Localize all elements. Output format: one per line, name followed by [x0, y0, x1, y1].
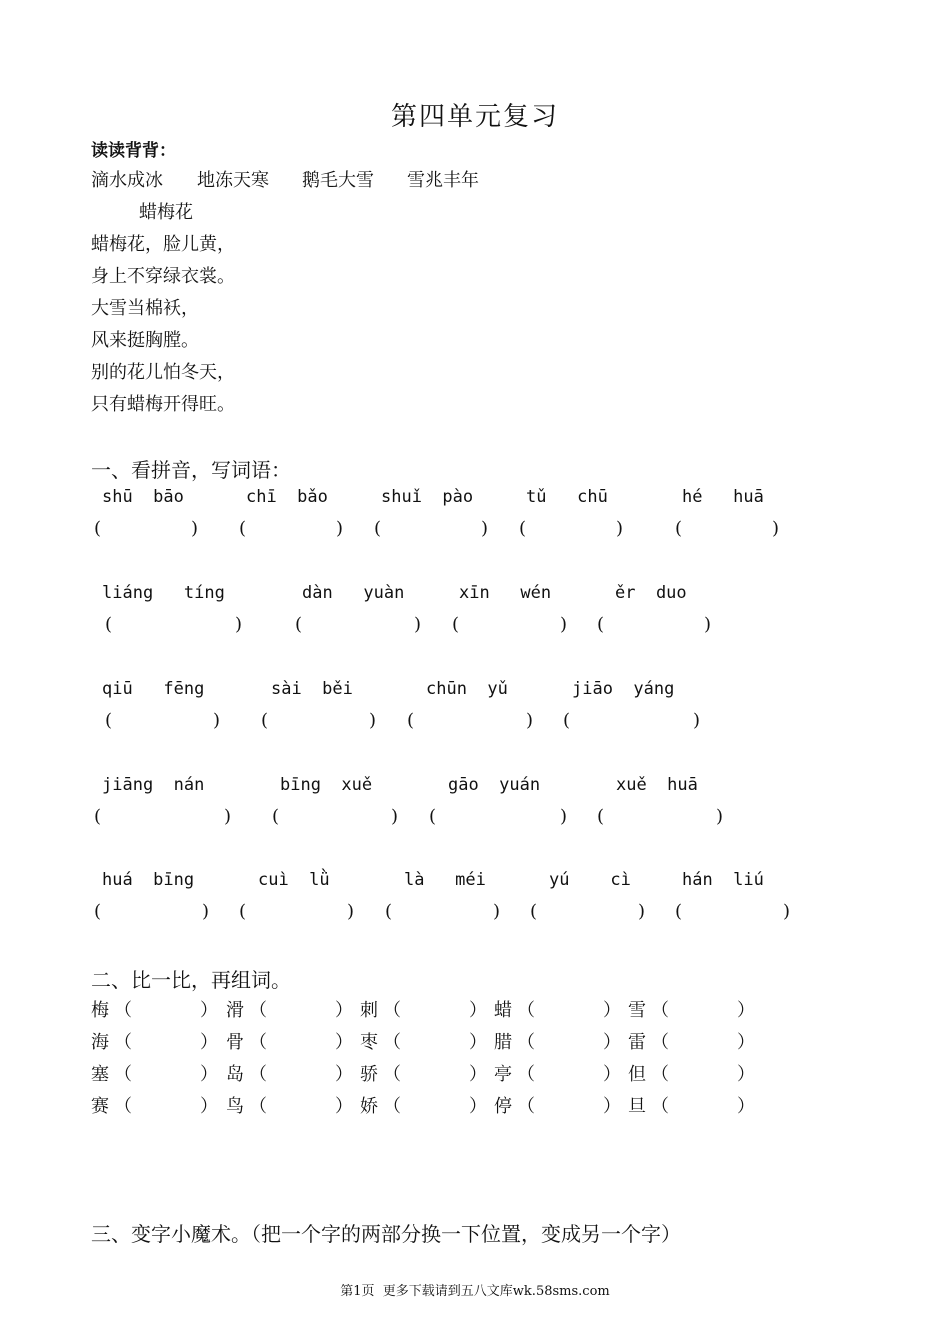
- section3-heading: 三、变字小魔术。（把一个字的两部分换一下位置，变成另一个字）: [91, 1222, 681, 1246]
- answer-blank-open[interactable]: （: [517, 1032, 535, 1053]
- answer-blank-close: ): [481, 518, 489, 539]
- compare-char: 腊: [494, 1032, 512, 1053]
- answer-blank-close: ）: [603, 1096, 621, 1117]
- answer-blank-open[interactable]: (: [597, 806, 605, 827]
- poem-line: 别的花儿怕冬天，: [91, 362, 235, 383]
- section1-heading: 一、看拼音，写词语：: [91, 458, 291, 482]
- answer-blank-open[interactable]: （: [517, 1000, 535, 1021]
- compare-char: 塞: [91, 1064, 109, 1085]
- pinyin-prompt: yú cì: [549, 870, 631, 890]
- answer-blank-close: ）: [335, 1096, 353, 1117]
- pinyin-prompt: hán liú: [682, 870, 764, 890]
- answer-blank-open[interactable]: (: [429, 806, 437, 827]
- answer-blank-open[interactable]: (: [597, 614, 605, 635]
- answer-blank-open[interactable]: （: [651, 1064, 669, 1085]
- compare-char: 亭: [494, 1064, 512, 1085]
- answer-blank-open[interactable]: （: [114, 1000, 132, 1021]
- answer-blank-open[interactable]: (: [239, 901, 247, 922]
- compare-char: 停: [494, 1096, 512, 1117]
- idiom-1: 滴水成冰: [91, 170, 163, 191]
- pinyin-prompt: jiāng nán: [102, 775, 205, 795]
- answer-blank-open[interactable]: (: [272, 806, 280, 827]
- pinyin-prompt: gāo yuán: [448, 775, 541, 795]
- idiom-4: 雪兆丰年: [407, 170, 479, 191]
- pinyin-prompt: chūn yǔ: [426, 679, 508, 699]
- pinyin-prompt: dàn yuàn: [302, 583, 405, 603]
- poem-line: 风来挺胸膛。: [91, 330, 199, 351]
- answer-blank-close: ）: [335, 1064, 353, 1085]
- compare-char: 蜡: [494, 1000, 512, 1021]
- answer-blank-open[interactable]: (: [261, 710, 269, 731]
- pinyin-prompt: là méi: [404, 870, 486, 890]
- answer-blank-open[interactable]: (: [519, 518, 527, 539]
- answer-blank-open[interactable]: (: [374, 518, 382, 539]
- answer-blank-close: ): [224, 806, 232, 827]
- pinyin-prompt: liáng tíng: [102, 583, 225, 603]
- answer-blank-open[interactable]: (: [94, 901, 102, 922]
- answer-blank-close: ): [704, 614, 712, 635]
- answer-blank-close: ): [347, 901, 355, 922]
- compare-char: 滑: [226, 1000, 244, 1021]
- pinyin-prompt: huá bīng: [102, 870, 195, 890]
- pinyin-prompt: cuì lǜ: [258, 870, 330, 890]
- answer-blank-close: ）: [335, 1000, 353, 1021]
- answer-blank-close: ）: [603, 1032, 621, 1053]
- answer-blank-close: ): [235, 614, 243, 635]
- answer-blank-open[interactable]: (: [295, 614, 303, 635]
- answer-blank-close: ): [560, 614, 568, 635]
- answer-blank-open[interactable]: （: [517, 1064, 535, 1085]
- read-heading: 读读背背：: [91, 141, 176, 161]
- answer-blank-close: ): [693, 710, 701, 731]
- answer-blank-close: ): [716, 806, 724, 827]
- answer-blank-open[interactable]: （: [383, 1032, 401, 1053]
- answer-blank-open[interactable]: （: [517, 1096, 535, 1117]
- compare-char: 旦: [628, 1096, 646, 1117]
- answer-blank-close: ): [560, 806, 568, 827]
- answer-blank-open[interactable]: （: [383, 1096, 401, 1117]
- answer-blank-close: ): [638, 901, 646, 922]
- answer-blank-open[interactable]: （: [249, 1032, 267, 1053]
- compare-char: 娇: [360, 1096, 378, 1117]
- answer-blank-close: ): [526, 710, 534, 731]
- answer-blank-close: ): [369, 710, 377, 731]
- answer-blank-close: ）: [469, 1064, 487, 1085]
- pinyin-prompt: bīng xuě: [280, 775, 373, 795]
- answer-blank-close: ）: [469, 1000, 487, 1021]
- answer-blank-close: ）: [469, 1032, 487, 1053]
- answer-blank-open[interactable]: （: [651, 1096, 669, 1117]
- answer-blank-open[interactable]: (: [105, 614, 113, 635]
- answer-blank-close: ): [616, 518, 624, 539]
- answer-blank-close: ): [213, 710, 221, 731]
- answer-blank-open[interactable]: (: [94, 518, 102, 539]
- poem-line: 身上不穿绿衣裳。: [91, 266, 235, 287]
- answer-blank-close: ): [783, 901, 791, 922]
- pinyin-prompt: hé huā: [682, 487, 764, 507]
- compare-char: 海: [91, 1032, 109, 1053]
- answer-blank-open[interactable]: （: [249, 1000, 267, 1021]
- answer-blank-open[interactable]: （: [651, 1032, 669, 1053]
- answer-blank-close: ）: [737, 1000, 755, 1021]
- answer-blank-open[interactable]: （: [249, 1064, 267, 1085]
- answer-blank-open[interactable]: (: [452, 614, 460, 635]
- answer-blank-close: ): [336, 518, 344, 539]
- answer-blank-close: ）: [335, 1032, 353, 1053]
- answer-blank-close: ): [202, 901, 210, 922]
- answer-blank-open[interactable]: (: [407, 710, 415, 731]
- poem-line: 大雪当棉袄，: [91, 298, 199, 319]
- pinyin-prompt: shuǐ pào: [381, 487, 474, 507]
- pinyin-prompt: jiāo yáng: [572, 679, 675, 699]
- compare-char: 梅: [91, 1000, 109, 1021]
- pinyin-prompt: qiū fēng: [102, 679, 205, 699]
- answer-blank-close: ）: [200, 1064, 218, 1085]
- poem-line: 只有蜡梅开得旺。: [91, 394, 235, 415]
- answer-blank-open[interactable]: (: [563, 710, 571, 731]
- compare-char: 枣: [360, 1032, 378, 1053]
- pinyin-prompt: chī bǎo: [246, 487, 328, 507]
- answer-blank-close: ）: [469, 1096, 487, 1117]
- answer-blank-open[interactable]: （: [651, 1000, 669, 1021]
- answer-blank-open[interactable]: (: [675, 518, 683, 539]
- idiom-3: 鹅毛大雪: [302, 170, 374, 191]
- pinyin-prompt: sài běi: [271, 679, 353, 699]
- answer-blank-close: ）: [737, 1064, 755, 1085]
- answer-blank-close: ）: [737, 1096, 755, 1117]
- answer-blank-close: ): [191, 518, 199, 539]
- answer-blank-close: ): [493, 901, 501, 922]
- compare-char: 岛: [226, 1064, 244, 1085]
- answer-blank-open[interactable]: (: [675, 901, 683, 922]
- poem-title: 蜡梅花: [139, 202, 193, 223]
- page-title: 第四单元复习: [390, 102, 559, 132]
- answer-blank-open[interactable]: （: [383, 1000, 401, 1021]
- compare-char: 刺: [360, 1000, 378, 1021]
- poem-line: 蜡梅花，脸儿黄，: [91, 234, 235, 255]
- pinyin-prompt: tǔ chū: [526, 487, 608, 507]
- compare-char: 赛: [91, 1096, 109, 1117]
- answer-blank-close: ）: [737, 1032, 755, 1053]
- answer-blank-close: ): [414, 614, 422, 635]
- section2-heading: 二、比一比，再组词。: [91, 968, 291, 992]
- compare-char: 鸟: [226, 1096, 244, 1117]
- compare-char: 但: [628, 1064, 646, 1085]
- compare-char: 雷: [628, 1032, 646, 1053]
- answer-blank-close: ）: [603, 1000, 621, 1021]
- answer-blank-close: ）: [200, 1032, 218, 1053]
- answer-blank-close: ）: [200, 1096, 218, 1117]
- pinyin-prompt: shū bāo: [102, 487, 184, 507]
- pinyin-prompt: xuě huā: [616, 775, 698, 795]
- answer-blank-open[interactable]: (: [105, 710, 113, 731]
- answer-blank-open[interactable]: （: [114, 1032, 132, 1053]
- answer-blank-open[interactable]: （: [114, 1096, 132, 1117]
- answer-blank-open[interactable]: (: [530, 901, 538, 922]
- compare-char: 骨: [226, 1032, 244, 1053]
- answer-blank-close: ): [772, 518, 780, 539]
- answer-blank-open[interactable]: （: [383, 1064, 401, 1085]
- compare-char: 雪: [628, 1000, 646, 1021]
- pinyin-prompt: ěr duo: [615, 583, 687, 603]
- compare-char: 骄: [360, 1064, 378, 1085]
- answer-blank-close: ): [391, 806, 399, 827]
- answer-blank-close: ）: [603, 1064, 621, 1085]
- answer-blank-open[interactable]: (: [385, 901, 393, 922]
- pinyin-prompt: xīn wén: [459, 583, 552, 603]
- answer-blank-open[interactable]: （: [249, 1096, 267, 1117]
- idiom-2: 地冻天寒: [197, 170, 269, 191]
- answer-blank-open[interactable]: （: [114, 1064, 132, 1085]
- page-footer: 第1页 更多下载请到五八文库wk.58sms.com: [340, 1284, 610, 1299]
- answer-blank-open[interactable]: (: [94, 806, 102, 827]
- answer-blank-open[interactable]: (: [239, 518, 247, 539]
- answer-blank-close: ）: [200, 1000, 218, 1021]
